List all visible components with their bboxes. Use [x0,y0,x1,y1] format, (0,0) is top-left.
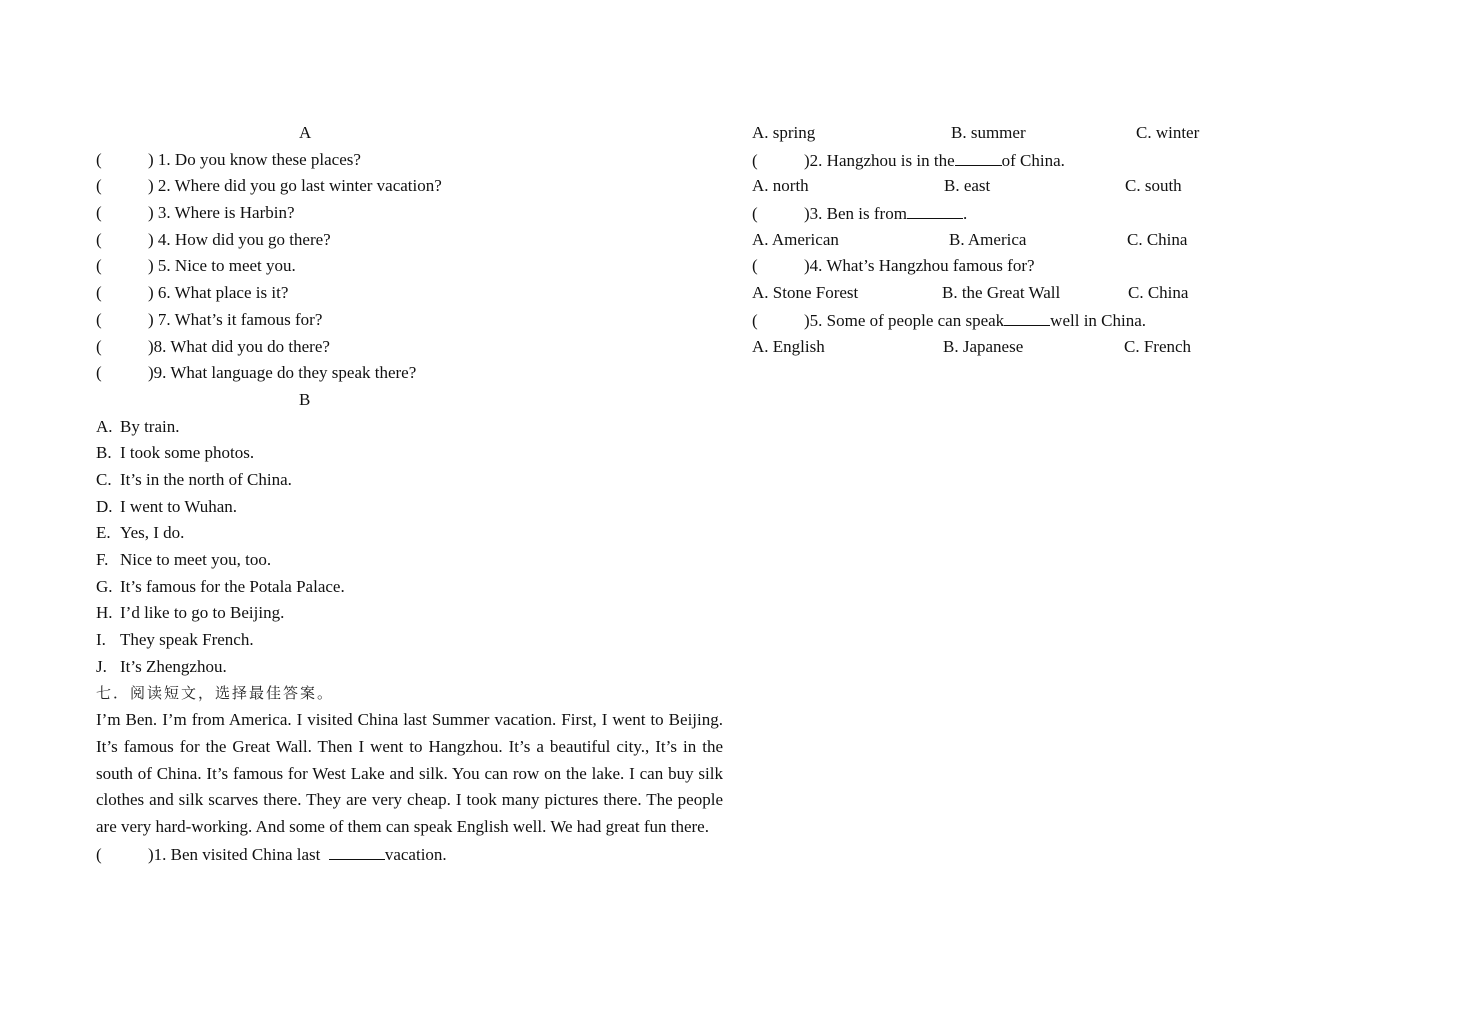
right-column [752,120,1392,360]
answer-b-f [96,547,723,574]
answer-paren[interactable]: ( [752,256,758,276]
answer-paren[interactable]: ( [96,844,102,864]
answer-paren[interactable]: ( [96,149,102,169]
question-a6 [96,280,723,307]
option-b[interactable]: B. summer [951,123,1026,142]
question-r5 [752,307,1392,334]
options-q4 [752,280,1392,307]
options-q3 [752,227,1392,254]
question-r1 [96,841,723,868]
option-a[interactable]: A. spring [752,123,816,142]
question-a3 [96,200,723,227]
answer-paren[interactable]: ( [752,204,758,224]
section-7-title: 七．阅读短文，选择最佳答案。 [96,684,335,703]
answer-letter: B. [96,443,112,463]
question-r2 [752,147,1392,174]
answer-text: Nice to meet you, too. [120,550,272,569]
answer-paren[interactable]: ( [96,229,102,249]
question-text-after: of China. [1001,150,1065,170]
fill-blank[interactable] [1004,307,1050,326]
question-text: )5. Some of people can speak [804,310,1005,330]
answer-paren[interactable]: ( [96,363,102,383]
answer-letter: D. [96,496,113,516]
question-text: ) 2. Where did you go last winter vacation? [148,176,442,196]
option-c[interactable]: C. south [1125,176,1182,196]
answer-paren[interactable]: ( [96,336,102,356]
question-text: ) 4. How did you go there? [148,229,331,249]
question-text: ) 1. Do you know these places? [148,149,361,169]
section-b-heading-text: B [299,389,311,409]
option-a[interactable]: A. American [752,229,839,249]
section-a-heading-text: A [299,123,312,142]
question-text: )8. What did you do there? [148,336,330,356]
question-r4 [752,253,1392,280]
answer-text: It’s in the north of China. [120,469,292,489]
question-text: )2. Hangzhou is in the [804,150,955,170]
fill-blank[interactable] [955,147,1002,166]
options-q2 [752,173,1392,200]
answer-text: I took some photos. [120,443,255,463]
question-a7 [96,307,723,334]
answer-text: It’s famous for the Potala Palace. [120,576,345,596]
question-text-after: vacation. [384,844,447,864]
answer-letter: E. [96,523,111,543]
question-a8 [96,334,723,361]
option-a[interactable]: A. north [752,176,809,196]
answer-paren[interactable]: ( [96,309,102,329]
answer-paren[interactable]: ( [752,150,758,170]
options-q5 [752,334,1392,361]
fill-blank[interactable] [907,200,963,219]
answer-b-e [96,520,723,547]
answer-text: I’d like to go to Beijing. [120,603,285,623]
question-text: ) 7. What’s it famous for? [148,309,323,329]
question-a5 [96,253,723,280]
section-a-heading [96,120,723,147]
answer-b-j [96,654,723,681]
answer-paren[interactable]: ( [96,176,102,196]
answer-b-g [96,574,723,601]
question-text: )3. Ben is from [804,204,907,224]
answer-text: It’s Zhengzhou. [120,656,227,676]
answer-text: By train. [120,416,180,436]
question-text: ) 6. What place is it? [148,283,289,303]
answer-letter: I. [96,630,106,650]
answer-letter: H. [96,603,113,623]
answer-paren[interactable]: ( [96,283,102,303]
question-text: )9. What language do they speak there? [148,363,417,383]
question-a2 [96,173,723,200]
fill-blank[interactable] [329,841,385,860]
answer-letter: A. [96,416,113,436]
option-b[interactable]: B. Japanese [943,336,1024,356]
question-a9 [96,360,723,387]
left-column [96,120,723,867]
option-c[interactable]: C. winter [1136,123,1200,142]
question-text-after: well in China. [1050,310,1147,330]
option-c[interactable]: C. French [1124,336,1192,356]
answer-b-c [96,467,723,494]
question-text: )4. What’s Hangzhou famous for? [804,256,1035,276]
answer-text: Yes, I do. [120,523,185,543]
option-b[interactable]: B. east [944,176,991,196]
section-b-heading [96,387,723,414]
answer-b-a [96,414,723,441]
answer-letter: G. [96,576,113,596]
answer-letter: C. [96,469,112,489]
answer-b-h [96,600,723,627]
question-text: )1. Ben visited China last [148,844,321,864]
option-c[interactable]: C. China [1128,283,1189,303]
question-a1 [96,147,723,174]
answer-paren[interactable]: ( [96,256,102,276]
question-text: ) 5. Nice to meet you. [148,256,296,276]
answer-b-b [96,440,723,467]
answer-paren[interactable]: ( [752,310,758,330]
answer-b-d [96,494,723,521]
option-b[interactable]: B. the Great Wall [942,283,1061,303]
options-q1 [752,120,1392,147]
option-c[interactable]: C. China [1127,229,1188,249]
answer-b-i [96,627,723,654]
option-a[interactable]: A. Stone Forest [752,283,859,303]
answer-letter: F. [96,550,109,569]
option-b[interactable]: B. America [949,229,1027,249]
answer-paren[interactable]: ( [96,203,102,223]
option-a[interactable]: A. English [752,336,825,356]
question-text-after: . [962,204,968,224]
answer-text: I went to Wuhan. [120,496,238,516]
question-text: ) 3. Where is Harbin? [148,203,295,223]
question-r3 [752,200,1392,227]
reading-passage: I’m Ben. I’m from America. I visited China last Summer vacation. First, I went to Beijing. It’s famous for the Great Wall. Then I went to Hangzhou. It’s a beautiful city., It’s in the south of China. It’s famous for West Lake and silk. You can row on the lake. I can buy silk clothes and silk scarves there. They are very cheap. I took many pictures there. The people are very hard-working. And some of them can speak English well. We had great fun there. [96,710,723,836]
answer-letter: J. [96,656,107,676]
answer-text: They speak French. [120,630,254,650]
question-a4 [96,227,723,254]
